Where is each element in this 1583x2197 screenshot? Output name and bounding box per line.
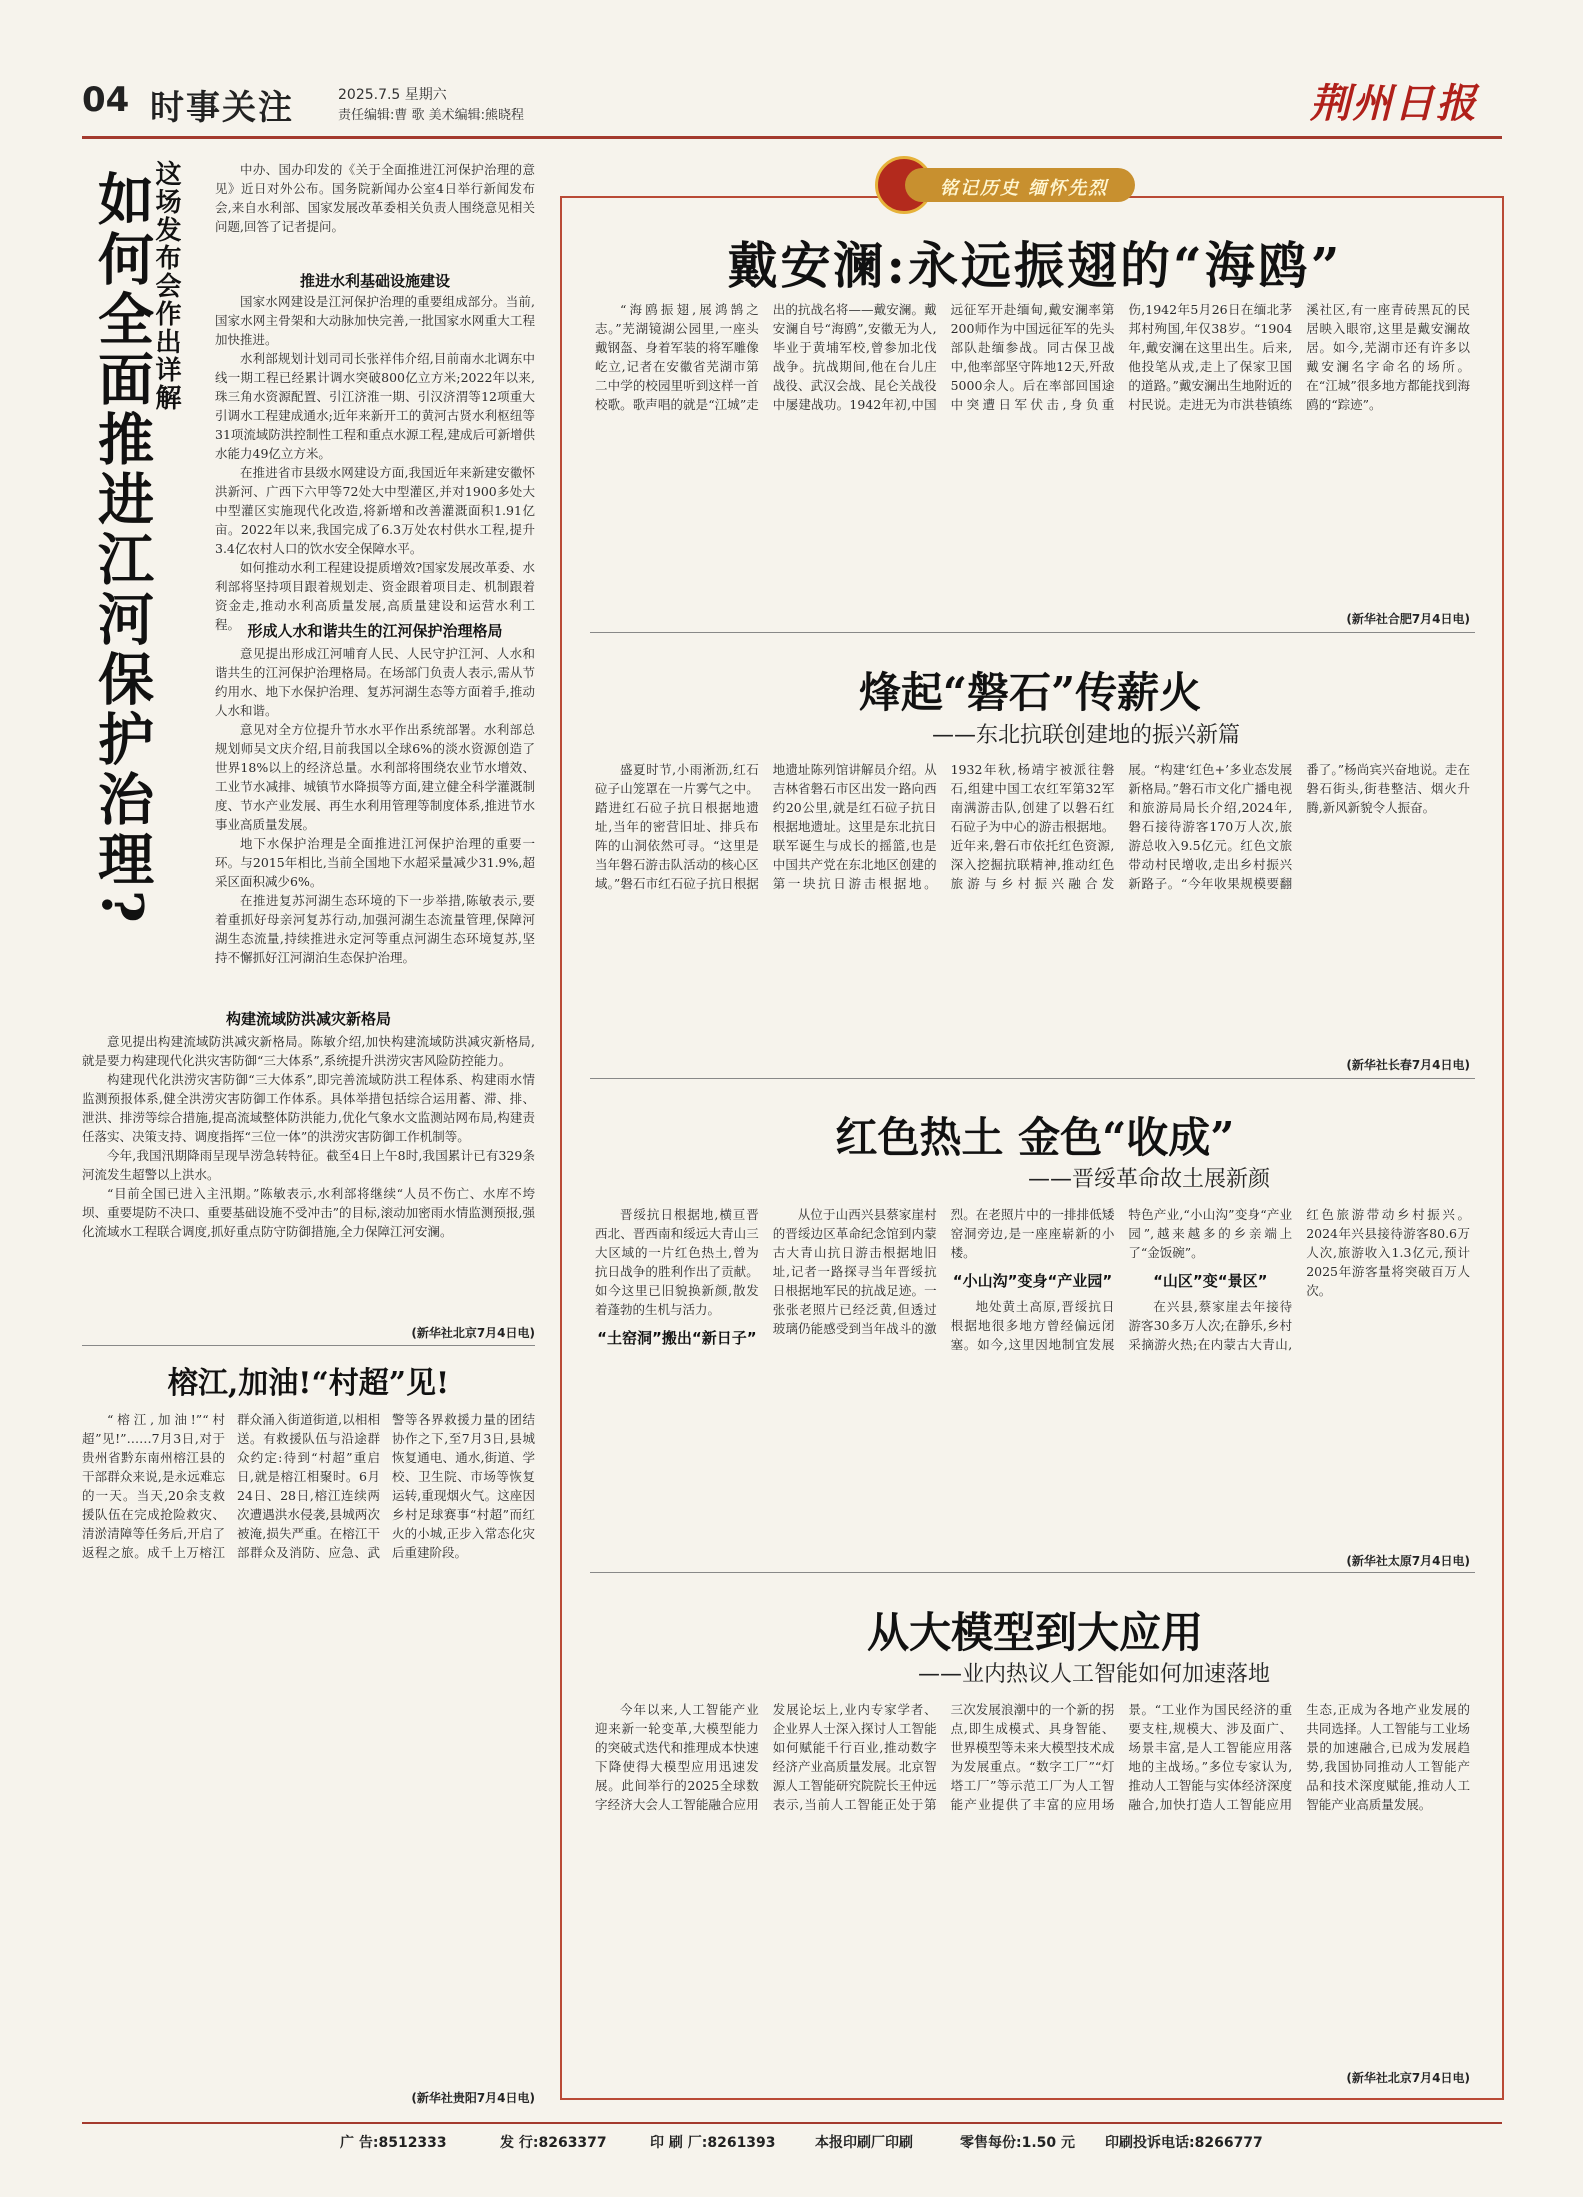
footer-print: 印 刷 厂:8261393 — [650, 2135, 776, 2151]
issue-date: 2025.7.5 星期六 — [338, 87, 447, 103]
left-credit: (新华社北京7月4日电) — [411, 1326, 535, 1340]
page-number: 04 — [82, 80, 130, 120]
paragraph: 意见提出构建流域防洪减灾新格局。陈敏介绍,加快构建流域防洪减灾新格局,就是要力构建现代化洪灾害防御“三大体系”,系统提升洪涝灾害风险防控能力。 — [82, 1034, 535, 1068]
rongjiang-headline: 榕江,加油!“村超”见! — [167, 1366, 450, 1401]
ai-body — [595, 1700, 1470, 2060]
paragraph: “榕江,加油!”“村超”见!”……7月3日,对于贵州省黔东南州榕江县的干部群众来说,是永远难忘的一天。当天,20余支救援队伍在完成抢险救灾、清淤清障等任务后,开启了返程之旅。成千上万榕江群众涌入街道街道,以相相送。有救援队伍与沿途群众约定:待到“村超”重启日,就是榕江相聚时。6月24日、28日,榕江连续两次遭遇洪水侵袭,县城两次被淹,损失严重。在榕江干部群众及消防、应急、武警等各界救援力量的团结协作之下,至7月3日,县城恢复通电、通水,街道、学校、卫生院、市场等恢复运转,重现烟火气。这座因乡村足球赛事“村超”而红火的小城,正步入常态化灾后重建阶段。 — [82, 1412, 535, 1560]
masthead-logo: 荆州日报 — [1310, 80, 1478, 127]
hongse-body — [595, 1205, 1470, 1545]
panshi-subtitle: ——东北抗联创建地的振兴新篇 — [931, 723, 1240, 748]
footer-press: 本报印刷厂印刷 — [815, 2135, 913, 2151]
hongse-sub2: “小山沟”变身“产业园” — [952, 1272, 1113, 1290]
rongjiang-credit: (新华社贵阳7月4日电) — [411, 2091, 535, 2105]
paragraph: “海鸥振翅,展鸿鹄之志。”芜湖镜湖公园里,一座头戴钢盔、身着军装的将军雕像屹立,记者在安徽省芜湖市第二中学的校园里听到这样一首校歌。歌声唱的就是“江城”走出的抗战名将——戴安澜。戴安澜自号“海鸥”,安徽无为人,毕业于黄埔军校,曾参加北伐战争。抗战期间,他在台儿庄战役、武汉会战、昆仑关战役中屡建战功。1942年初,中国远征军开赴缅甸,戴安澜率第200师作为中国远征军的先头部队赴缅参战。同古保卫战中,他率部坚守阵地12天,歼敌5000余人。后在率部回国途中突遭日军伏击,身负重伤,1942年5月26日在缅北茅邦村殉国,年仅38岁。“1904年,戴安澜在这里出生。后来,他投笔从戎,走上了保家卫国的道路。”戴安澜出生地附近的村民说。走进无为市洪巷镇练溪社区,有一座青砖黑瓦的民居映入眼帘,这里是戴安澜故居。如今,芜湖市还有许多以戴安澜名字命名的场所。在“江城”很多地方都能找到海鸥的“踪迹”。 — [595, 302, 1470, 412]
left-sec3-head: 构建流域防洪减灾新格局 — [225, 1010, 391, 1028]
header-rule — [82, 136, 1502, 139]
left-section-3 — [82, 1000, 535, 1035]
paragraph: 今年,我国汛期降雨呈现旱涝急转特征。截至4日上午8时,我国累计已有329条河流发生超警以上洪水。 — [82, 1148, 535, 1182]
ai-subtitle: ——业内热议人工智能如何加速落地 — [917, 1662, 1270, 1687]
left-sec2-head: 形成人水和谐共生的江河保护治理格局 — [247, 622, 503, 640]
paragraph: 如何推动水利工程建设提质增效?国家发展改革委、水利部将坚持项目跟着规划走、资金跟着项目走、机制跟着资金走,推动水利高质量发展,高质量建设和运营水利工程。 — [215, 560, 535, 632]
paragraph: 在兴县,蔡家崖去年接待游客30多万人次;在静乐,乡村采摘游火热;在内蒙古大青山,红色旅游带动乡村振兴。2024年兴县接待游客80.6万人次,旅游收入1.3亿元,预计2025年游客量将突破百万人次。 — [1128, 1207, 1470, 1352]
panshi-credit: (新华社长春7月4日电) — [1346, 1058, 1470, 1072]
daianlan-body — [595, 300, 1470, 605]
paragraph: 在推进省市县级水网建设方面,我国近年来新建安徽怀洪新河、广西下六甲等72处大中型灌区,并对1900多处大中型灌区实施现代化改造,将新增和改善灌溉面积1.91亿亩。2022年以来,我国完成了6.3万处农村供水工程,提升3.4亿农村人口的饮水安全保障水平。 — [215, 465, 535, 556]
footer-ad: 广 告:8512333 — [340, 2135, 447, 2151]
column-banner-text: 铭记历史 缅怀先烈 — [940, 178, 1109, 199]
paragraph: 盛夏时节,小雨淅沥,红石砬子山笼罩在一片雾气之中。踏进红石砬子抗日根据地遗址,当年的密营旧址、排兵布阵的山洞依然可寻。“这里是当年磐石游击队活动的核心区域。”磐石市红石砬子抗日根据地遗址陈列馆讲解员介绍。从吉林省磐石市区出发一路向西约20公里,就是红石砬子抗日根据地遗址。这里是东北抗日联军诞生与成长的摇篮,也是中国共产党在东北地区创建的第一块抗日游击根据地。1932年秋,杨靖宇被派往磐石,组建中国工农红军第32军南满游击队,创建了以磐石红石砬子为中心的游击根据地。近年来,磐石市依托红色资源,深入挖掘抗联精神,推动红色旅游与乡村振兴融合发展。“构建‘红色+’多业态发展新格局。”磐石市文化广播电视和旅游局局长介绍,2024年,磐石接待游客170万人次,旅游总收入9.5亿元。红色文旅带动村民增收,走出乡村振兴新路子。“今年收果规模要翻番了。”杨尚宾兴奋地说。走在磐石街头,街巷整洁、烟火升腾,新风新貌令人振奋。 — [595, 762, 1470, 891]
panshi-headline: 烽起“磐石”传薪火 — [858, 668, 1202, 717]
daianlan-credit: (新华社合肥7月4日电) — [1346, 612, 1470, 626]
paragraph: 地处黄土高原,晋绥抗日根据地很多地方曾经偏远闭塞。如今,这里因地制宜发展特色产业,“小山沟”变身“产业园”,越来越多的乡亲端上了“金饭碗”。 — [950, 1207, 1293, 1352]
paragraph: “目前全国已进入主汛期。”陈敏表示,水利部将继续“人员不伤亡、水库不垮坝、重要堤防不决口、重要基础设施不受冲击”的目标,滚动加密雨水情监测预报,强化流域水工程联合调度,抓好重点防守防御措施,全力保障江河安澜。 — [82, 1186, 535, 1239]
paragraph: 国家水网建设是江河保护治理的重要组成部分。当前,国家水网主骨架和大动脉加快完善,一批国家水网重大工程加快推进。 — [215, 294, 535, 347]
divider — [590, 632, 1475, 633]
divider — [590, 1572, 1475, 1573]
left-lead — [215, 160, 535, 260]
left-sec1-head: 推进水利基础设施建设 — [299, 272, 450, 290]
left-section-2 — [215, 612, 535, 647]
page-footer — [0, 2120, 1583, 2160]
paragraph: 地下水保护治理是全面推进江河保护治理的重要一环。与2015年相比,当前全国地下水超采量减少31.9%,超采区面积减少6%。 — [215, 836, 535, 889]
ai-headline: 从大模型到大应用 — [866, 1608, 1203, 1657]
paragraph: 晋绥抗日根据地,横亘晋西北、晋西南和绥远大青山三大区域的一片红色热土,曾为抗日战争的胜利作出了贡献。如今这里已旧貌换新颜,散发着蓬勃的生机与活力。 — [595, 1207, 759, 1317]
footer-distribution: 发 行:8263377 — [500, 2135, 607, 2151]
footer-price: 零售每份:1.50 元 — [960, 2135, 1076, 2151]
left-lead-text: 中办、国办印发的《关于全面推进江河保护治理的意见》近日对外公布。国务院新闻办公室4日举行新闻发布会,来自水利部、国家发展改革委相关负责人围绕意见相关问题,回答了记者提问。 — [215, 162, 535, 234]
page-header — [0, 0, 1583, 136]
left-sec3-body — [82, 1032, 535, 1317]
footer-complaint: 印刷投诉电话:8266777 — [1105, 2135, 1263, 2151]
hongse-sub1: “土窑洞”搬出“新日子” — [597, 1329, 757, 1347]
left-sec2-body — [215, 644, 535, 965]
paragraph: 意见提出形成江河哺育人民、人民守护江河、人水和谐共生的江河保护治理格局。在场部门负责人表示,需从节约用水、地下水保护治理、复苏河湖生态等方面着手,推动人水和谐。 — [215, 646, 535, 718]
paragraph: 构建现代化洪涝灾害防御“三大体系”,即完善流域防洪工程体系、构建雨水情监测预报体系,健全洪涝灾害防御工作体系。具体举措包括综合运用蓄、滞、排、泄洪、排涝等综合措施,提高流域整体防洪能力,优化气象水文监测站网布局,构建责任落实、决策支持、调度指挥“三位一体”的洪涝灾害防御工作机制等。 — [82, 1072, 535, 1144]
paragraph: 从位于山西兴县蔡家崖村的晋绥边区革命纪念馆到内蒙古大青山抗日游击根据地旧址,记者一路探寻当年晋绥抗日根据地军民的抗战足迹。一张张老照片已经泛黄,但透过玻璃仍能感受到当年战斗的激烈。在老照片中的一排排低矮窑洞旁边,是一座座崭新的小楼。 — [772, 1207, 1115, 1336]
section-title: 时事关注 — [150, 88, 294, 128]
paragraph: 意见对全方位提升节水水平作出系统部署。水利部总规划师吴文庆介绍,目前我国以全球6%的淡水资源创造了世界18%以上的经济总量。水利部将围绕农业节水增效、工业节水减排、城镇节水降损等方面,建立健全科学灌溉制度、节水产业发展、再生水利用管理等制度体系,推进节水事业高质量发展。 — [215, 722, 535, 832]
hongse-lead — [595, 1205, 759, 1319]
hongse-headline: 红色热土 金色“收成” — [835, 1113, 1235, 1162]
panshi-body — [595, 760, 1470, 1050]
hongse-credit: (新华社太原7月4日电) — [1346, 1554, 1470, 1568]
divider — [590, 1078, 1475, 1079]
rongjiang-body — [82, 1410, 535, 2070]
divider — [82, 1345, 535, 1346]
paragraph: 水利部规划计划司司长张祥伟介绍,目前南水北调东中线一期工程已经累计调水突破800亿立方米;2022年以来,珠三角水资源配置、引江济淮一期、引汉济渭等12项重大引调水工程建成通水;近年来新开工的黄河古贤水利枢纽等31项流域防洪控制性工程和重点水源工程,建成后可新增供水能力49亿立方米。 — [215, 351, 535, 461]
hongse-sub3: “山区”变“景区” — [1153, 1272, 1268, 1290]
editor-credits: 责任编辑:曹 歌 美术编辑:熊晓程 — [338, 108, 525, 123]
ai-credit: (新华社北京7月4日电) — [1346, 2071, 1470, 2085]
hongse-subtitle: ——晋绥革命故土展新颜 — [1027, 1167, 1270, 1192]
paragraph: 在推进复苏河湖生态环境的下一步举措,陈敏表示,要着重抓好母亲河复苏行动,加强河湖生态流量管理,保障河湖生态流量,持续推进永定河等重点河湖生态环境复苏,坚持不懈抓好江河湖泊生态保护治理。 — [215, 893, 535, 965]
left-headline: 如何全面推进江河保护治理? — [89, 170, 155, 927]
daianlan-headline: 戴安澜:永远振翅的“海鸥” — [727, 236, 1343, 295]
left-kicker: 这场发布会作出详解 — [151, 160, 181, 412]
paragraph: 今年以来,人工智能产业迎来新一轮变革,大模型能力的突破式迭代和推理成本快速下降使得大模型应用迅速发展。此间举行的2025全球数字经济大会人工智能融合应用发展论坛上,业内专家学者、企业界人士深入探讨人工智能如何赋能千行百业,推动数字经济产业高质量发展。北京智源人工智能研究院院长王仲远表示,当前人工智能正处于第三次发展浪潮中的一个新的拐点,即生成模式、具身智能、世界模型等未来大模型技术成为发展重点。“数字工厂”“灯塔工厂”等示范工厂为人工智能产业提供了丰富的应用场景。“工业作为国民经济的重要支柱,规模大、涉及面广、场景丰富,是人工智能应用落地的主战场。”多位专家认为,推动人工智能与实体经济深度融合,加快打造人工智能应用生态,正成为各地产业发展的共同选择。人工智能与工业场景的加速融合,已成为发展趋势,我国协同推动人工智能产品和技术深度赋能,推动人工智能产业高质量发展。 — [595, 1702, 1470, 1812]
